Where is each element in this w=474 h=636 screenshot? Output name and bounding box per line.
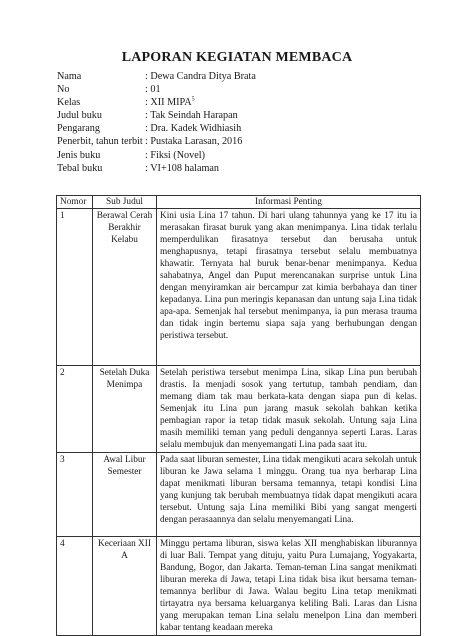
table-header-row	[57, 196, 421, 209]
identity-label: Judul buku	[57, 110, 102, 122]
table-row	[57, 453, 421, 537]
identity-row-pengarang	[57, 122, 437, 135]
document-title: LAPORAN KEGIATAN MEMBACA	[121, 50, 353, 65]
identity-label: Nama	[57, 71, 82, 82]
identity-row-kelas	[57, 96, 437, 109]
identity-label: Pengarang	[57, 123, 100, 135]
header-informasi-penting: Informasi Penting	[157, 196, 421, 209]
row-information: Minggu pertama liburan, siswa kelas XII menghabiskan liburannya di luar Bali. Tempat yang dituju, yaitu Pura Lumajang, Yogyakarta, Bandung, Bogor, dan Jakarta. Teman-teman Lina sangat menikmati liburan mereka di Jawa, tetapi Lina tidak bisa ikut bersama teman-temannya berlibur di Jawa. Walau begitu Lina tetap menikmati tirtayatra nya bersama keluarganya keliling Bali. Laras dan Lisna yang merupakan teman Lina selalu menelpon Lina dan memberi kabar tentang keadaan mereka	[157, 537, 421, 636]
identity-row-judul	[57, 109, 437, 122]
identity-value: : Dewa Candra Ditya Brata	[145, 71, 256, 82]
identity-label: Kelas	[57, 97, 81, 109]
identity-block	[57, 70, 437, 175]
row-information: Pada saat liburan semester, Lina tidak mengikuti acara sekolah untuk liburan ke Jawa selama 1 minggu. Orang tua nya berharap Lina dapat menikmati liburan bersama temannya, tetapi kondisi Lina yang kunjung tak berubah membuatnya tidak dapat mengikuti acara tersebut. Untung saja Lina memiliki Bibi yang sangat mengerti dengan perasaannya dan selalu menyemangati Lina.	[157, 453, 421, 537]
identity-row-tebal	[57, 162, 437, 175]
row-information: Setelah peristiwa tersebut menimpa Lina, sikap Lina pun berubah drastis. Ia menjadi sosok yang tertutup, tambah pendiam, dan memang diam tak mau berkata-kata dengan siapa pun di kelas. Semenjak itu Lina pun jarang masuk sekolah bahkan ketika pembagian rapor ia tetap tidak masuk sekolah. Untung saja Lina masih memiliki teman yang peduli dengannya seperti Laras. Laras selalu membujuk dan menyemangati Lina pada saat itu.	[157, 366, 421, 453]
identity-row-jenis	[57, 149, 437, 162]
identity-label: Tebal buku	[57, 162, 103, 174]
header-sub-judul: Sub Judul	[93, 196, 157, 209]
identity-value: : Tak Seindah Harapan	[145, 110, 238, 122]
identity-label: No	[57, 84, 70, 96]
row-number: 3	[57, 453, 93, 537]
identity-label: Penerbit, tahun terbit	[57, 136, 143, 148]
table-row	[57, 537, 421, 636]
identity-row-no	[57, 83, 437, 96]
row-sub-title: Keceriaan XII A	[93, 537, 157, 636]
identity-value: : Pustaka Larasan, 2016	[145, 136, 243, 148]
identity-value: : Dra. Kadek Widhiasih	[145, 123, 242, 135]
row-number: 2	[57, 366, 93, 453]
table-row	[57, 366, 421, 453]
row-number: 1	[57, 209, 93, 366]
row-sub-title: Setelah Duka Menimpa	[93, 366, 157, 453]
row-sub-title: Berawal Cerah Berakhir Kelabu	[93, 209, 157, 366]
row-sub-title: Awal Libur Semester	[93, 453, 157, 537]
row-information: Kini usia Lina 17 tahun. Di hari ulang tahunnya yang ke 17 itu ia merasakan firasat buruk yang akan menimpanya. Lina tidak terlalu memperdulikan firasatnya tersebut dan berusaha untuk menghapusnya, tetapi firasatnya tersebut selalu membuatnya khawatir. Ternyata hal buruk benar-benar menimpanya. Kedua sahabatnya, Angel dan Puput merencanakan surprise untuk Lina dengan menyiramkan air bercampur zat kimia berbahaya dan tiner kepadanya. Lina pun meringis kepanasan dan untung saja Lina tidak apa-apa. Semenjak hal tersebut menimpanya, ia pun merasa trauma dan tidak ingin bertemu siapa saja yang berhubungan dengan peristiwa tersebut.	[157, 209, 421, 366]
row-number: 4	[57, 537, 93, 636]
identity-value: : VI+108 halaman	[145, 162, 220, 174]
class-superscript: 5	[191, 96, 195, 103]
identity-row-nama	[57, 70, 437, 83]
identity-label: Jenis buku	[57, 149, 101, 161]
identity-row-penerbit	[57, 135, 437, 148]
identity-value-text: : XII MIPA	[145, 97, 192, 109]
header-nomor: Nomor	[57, 196, 93, 209]
identity-value	[145, 96, 195, 109]
identity-value: : Fiksi (Novel)	[145, 149, 205, 161]
table-row	[57, 209, 421, 366]
reading-report-table	[56, 195, 421, 636]
identity-value: : 01	[145, 84, 161, 96]
